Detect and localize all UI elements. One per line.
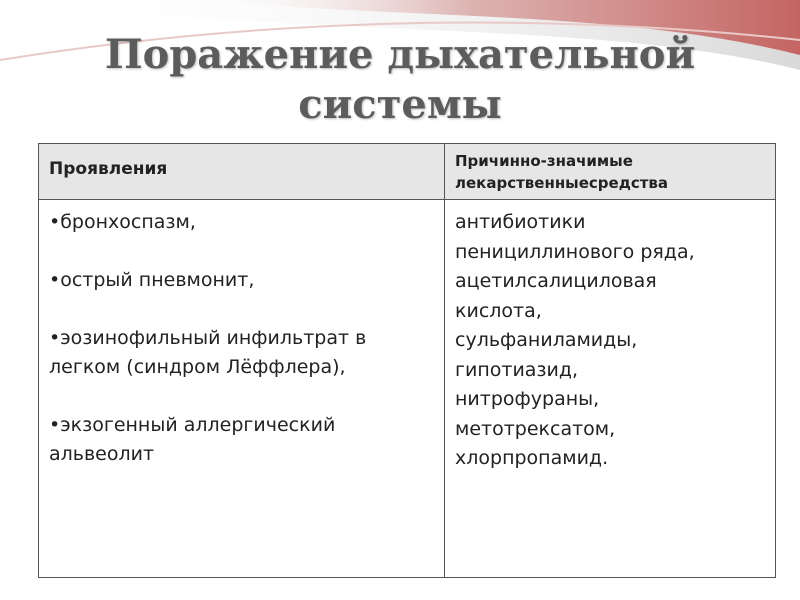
header-drugs-line-1: Причинно-значимые xyxy=(455,152,633,170)
header-manifestations: Проявления xyxy=(39,144,445,200)
drug-line: антибиотики xyxy=(455,211,586,233)
drug-line: гипотиазид, xyxy=(455,358,579,381)
drugs-cell xyxy=(445,200,776,578)
list-item: •экзогенный аллергический альвеолит xyxy=(49,414,336,465)
table-row xyxy=(39,200,776,578)
header-drugs xyxy=(445,144,776,200)
title-line-2: системы xyxy=(298,81,502,128)
drug-line: метотрексатом, xyxy=(455,417,616,440)
list-item: •эозинофильный инфильтрат в легком (синдром Лёффлера), xyxy=(49,327,367,378)
drug-line: ацетилсалициловая xyxy=(455,270,657,292)
list-item: •бронхоспазм, xyxy=(49,211,196,233)
drug-line: пенициллинового ряда, xyxy=(455,240,695,263)
title-line-1: Поражение дыхательной xyxy=(104,31,696,78)
header-row xyxy=(39,144,776,200)
header-drugs-line-2: лекарственныесредства xyxy=(455,174,669,192)
list-item: •острый пневмонит, xyxy=(49,269,255,291)
manifestations-cell xyxy=(39,200,445,578)
drug-line: кислота, xyxy=(455,299,542,322)
drug-line: сульфаниламиды, xyxy=(455,329,638,351)
drug-line: нитрофураны, xyxy=(455,388,600,410)
drug-reaction-table xyxy=(38,143,776,578)
drug-line: хлорпропамид. xyxy=(455,447,609,469)
slide-title xyxy=(0,30,800,130)
